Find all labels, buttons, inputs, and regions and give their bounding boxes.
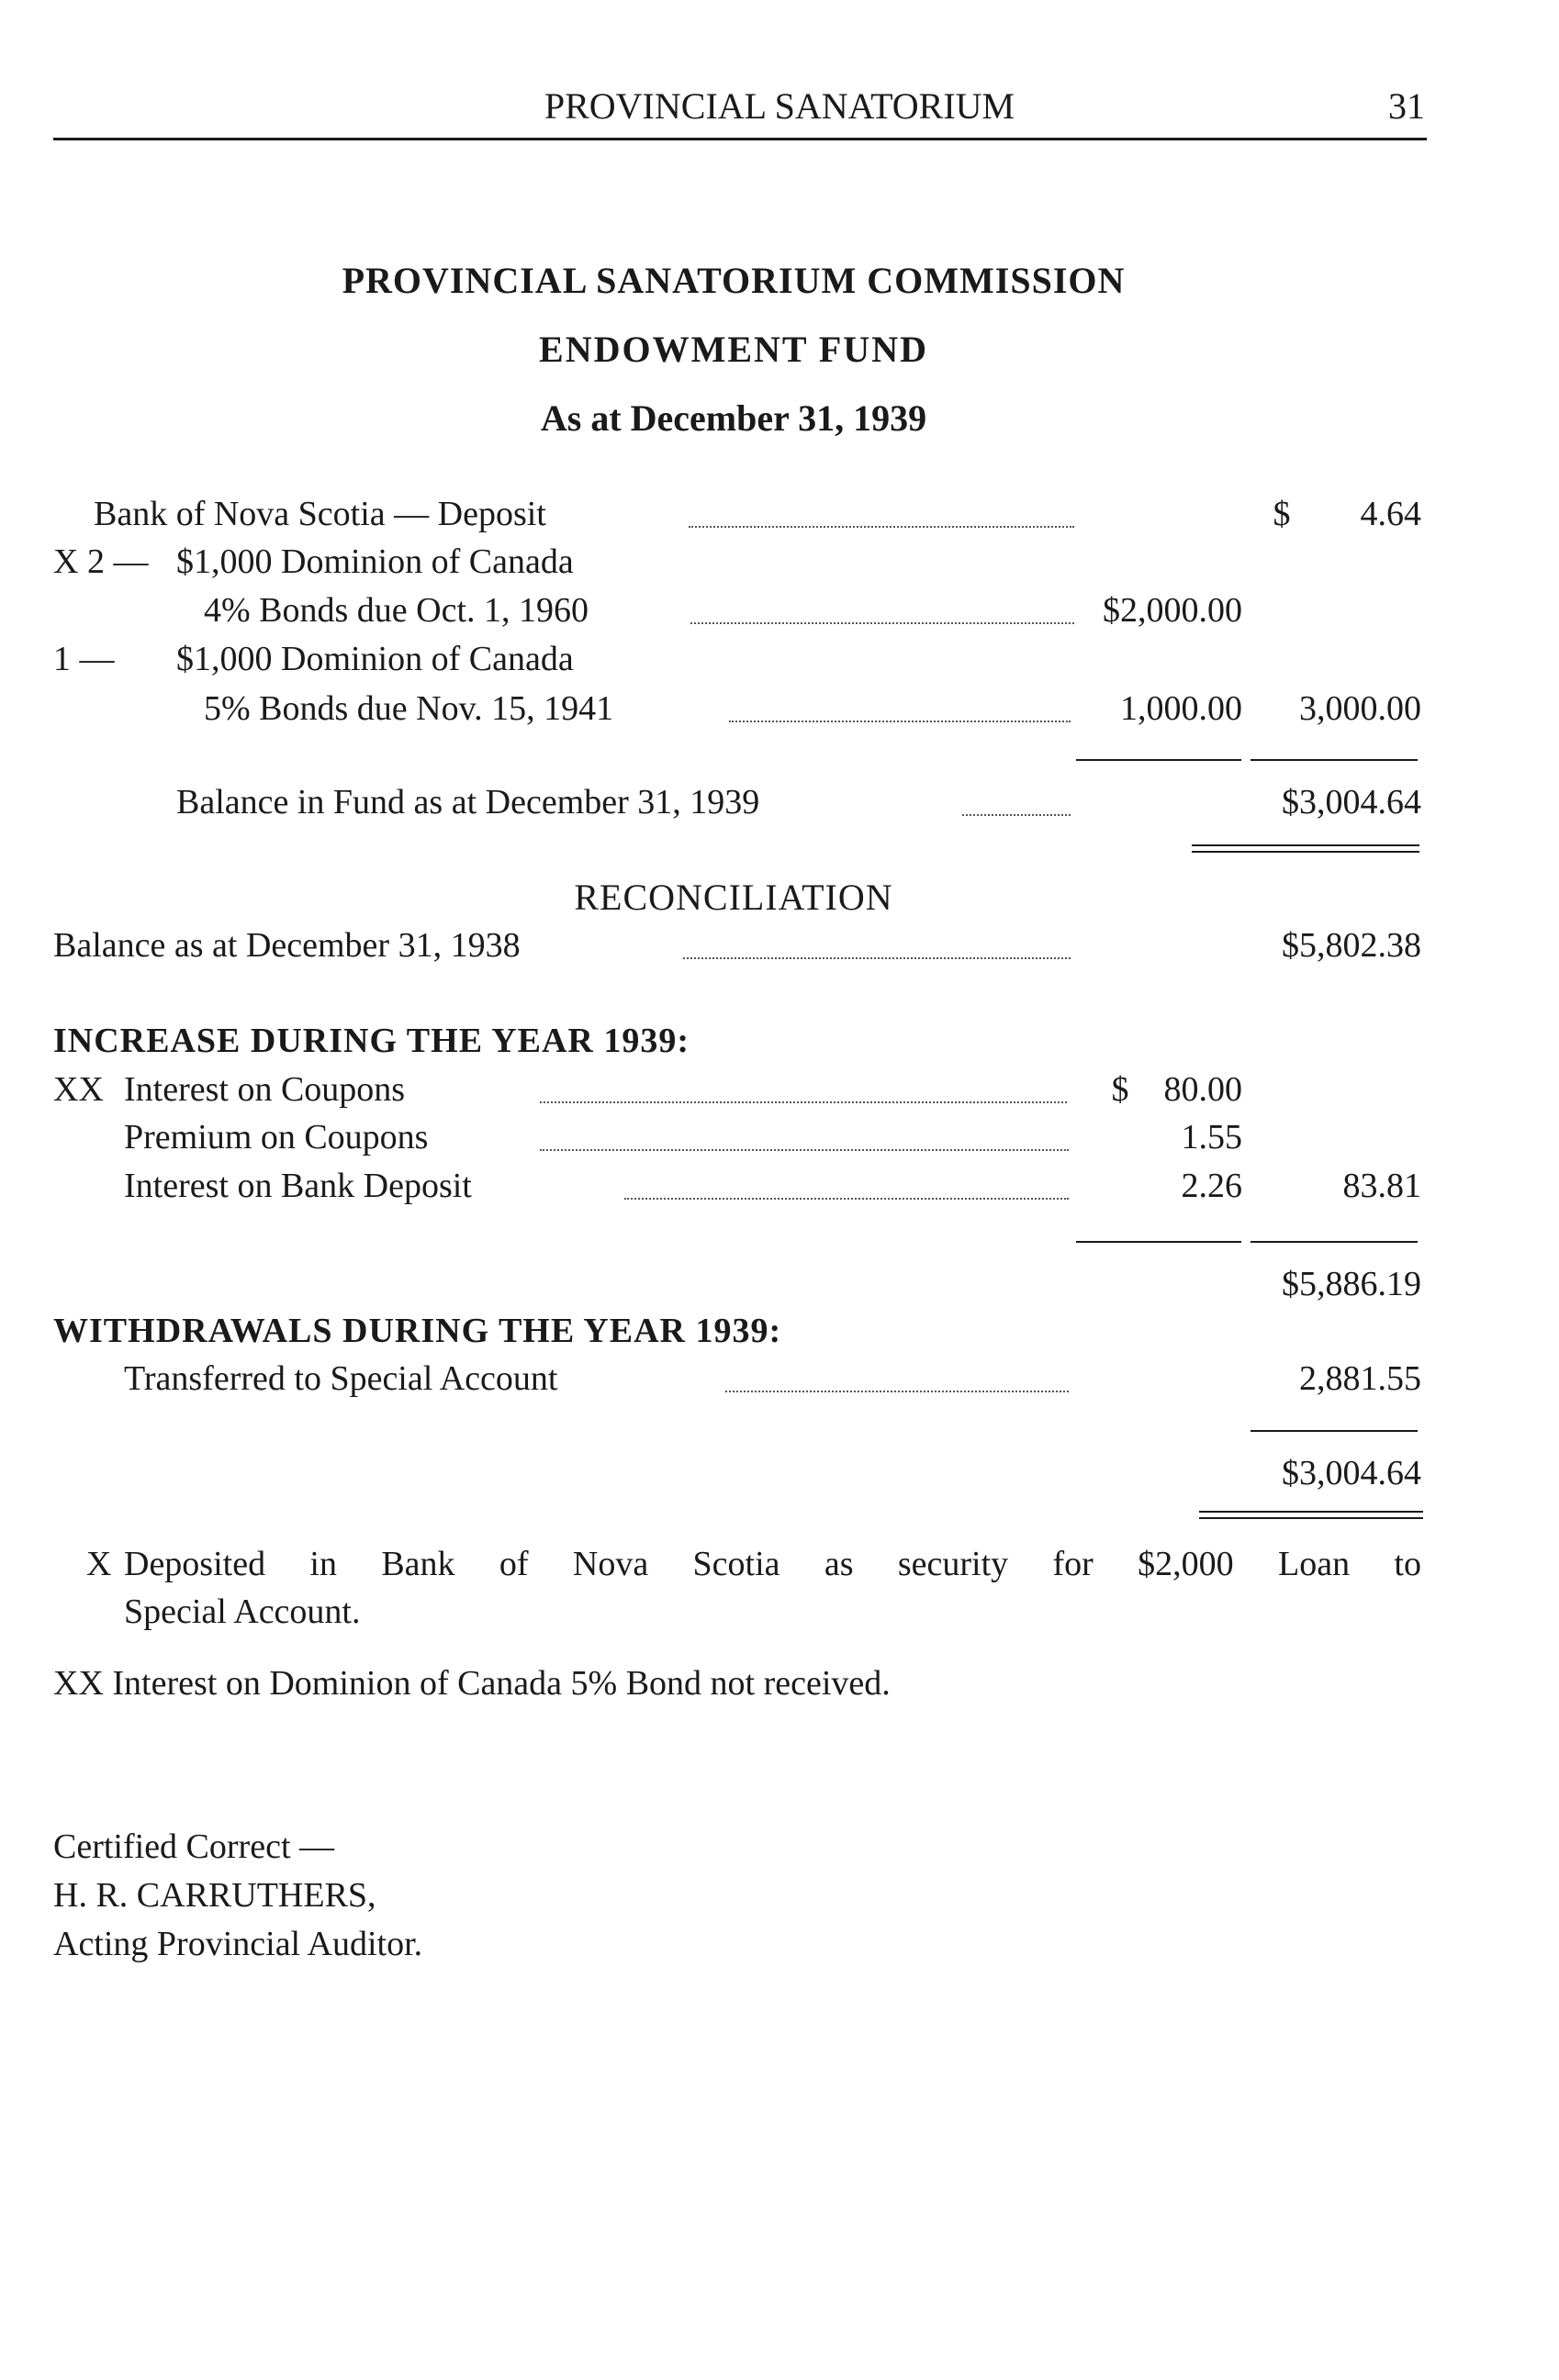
premium-label: Premium on Coupons bbox=[124, 1118, 429, 1156]
leader-dots bbox=[690, 622, 1074, 624]
running-title: PROVINCIAL SANATORIUM bbox=[544, 85, 1015, 127]
balance-label: Balance in Fund as at December 31, 1939 bbox=[176, 783, 760, 821]
page-number: 31 bbox=[1388, 85, 1425, 127]
bank-deposit-amount: $ 4.64 bbox=[1273, 495, 1421, 533]
title-line1: PROVINCIAL SANATORIUM COMMISSION bbox=[342, 260, 1126, 301]
bond1-label: $1,000 Dominion of Canada bbox=[176, 542, 574, 581]
leader-dots bbox=[624, 1198, 1069, 1200]
bond2-prefix: 1 — bbox=[53, 640, 115, 678]
coupons-prefix: XX bbox=[53, 1070, 104, 1109]
header-rule bbox=[53, 138, 1427, 140]
opening-label: Balance as at December 31, 1938 bbox=[53, 926, 521, 965]
leader-dots bbox=[725, 1391, 1069, 1392]
double-rule bbox=[1192, 844, 1419, 846]
coupons-label: Interest on Coupons bbox=[124, 1070, 406, 1109]
leader-dots bbox=[540, 1149, 1069, 1151]
double-rule bbox=[1199, 1511, 1423, 1513]
bond1-prefix: X 2 — bbox=[53, 542, 149, 581]
note1-prefix: X bbox=[86, 1545, 112, 1583]
withdrawals-heading: WITHDRAWALS DURING THE YEAR 1939: bbox=[53, 1312, 782, 1350]
rule-col3 bbox=[1251, 1241, 1418, 1243]
bond2-detail: 5% Bonds due Nov. 15, 1941 bbox=[204, 689, 614, 728]
note2: XX Interest on Dominion of Canada 5% Bond not received. bbox=[53, 1664, 891, 1703]
bond1-detail: 4% Bonds due Oct. 1, 1960 bbox=[204, 591, 589, 630]
bonds-total: 3,000.00 bbox=[1299, 689, 1421, 728]
title-line3: As at December 31, 1939 bbox=[540, 397, 927, 439]
bond2-label: $1,000 Dominion of Canada bbox=[176, 640, 574, 678]
balance-amount: $3,004.64 bbox=[1282, 783, 1421, 821]
increase-heading: INCREASE DURING THE YEAR 1939: bbox=[53, 1022, 690, 1060]
bond1-amount: $2,000.00 bbox=[1103, 591, 1242, 630]
bank-deposit-label: Bank of Nova Scotia — Deposit bbox=[94, 495, 546, 533]
increase-total: 83.81 bbox=[1342, 1167, 1421, 1205]
rule-col2 bbox=[1076, 1241, 1241, 1243]
bank-interest-label: Interest on Bank Deposit bbox=[124, 1167, 472, 1205]
rule-col2 bbox=[1076, 759, 1241, 761]
coupons-amount: $ 80.00 bbox=[1111, 1070, 1242, 1109]
closing-amount: $3,004.64 bbox=[1282, 1454, 1421, 1492]
auditor-title: Acting Provincial Auditor. bbox=[53, 1925, 423, 1963]
premium-amount: 1.55 bbox=[1181, 1118, 1242, 1156]
transferred-amount: 2,881.55 bbox=[1299, 1359, 1421, 1398]
note1-line1: Deposited in Bank of Nova Scotia as security for $2,000 Loan to bbox=[124, 1545, 1421, 1583]
transferred-label: Transferred to Special Account bbox=[124, 1359, 558, 1398]
double-rule bbox=[1192, 851, 1419, 853]
certified-line: Certified Correct — bbox=[53, 1827, 335, 1866]
note1-line2: Special Account. bbox=[124, 1592, 361, 1631]
leader-dots bbox=[689, 526, 1074, 528]
bank-interest-amount: 2.26 bbox=[1181, 1167, 1242, 1205]
leader-dots bbox=[683, 957, 1071, 959]
opening-amount: $5,802.38 bbox=[1282, 926, 1421, 965]
bond2-amount: 1,000.00 bbox=[1120, 689, 1242, 728]
rule-col3 bbox=[1251, 1430, 1418, 1432]
double-rule bbox=[1199, 1517, 1423, 1519]
leader-dots bbox=[540, 1101, 1067, 1103]
leader-dots bbox=[729, 721, 1071, 722]
auditor-name: H. R. CARRUTHERS, bbox=[53, 1876, 376, 1915]
leader-dots bbox=[962, 814, 1071, 816]
rule-col3 bbox=[1251, 759, 1418, 761]
reconciliation-heading: RECONCILIATION bbox=[574, 877, 893, 918]
title-line2: ENDOWMENT FUND bbox=[539, 329, 928, 370]
subtotal-amount: $5,886.19 bbox=[1282, 1265, 1421, 1303]
